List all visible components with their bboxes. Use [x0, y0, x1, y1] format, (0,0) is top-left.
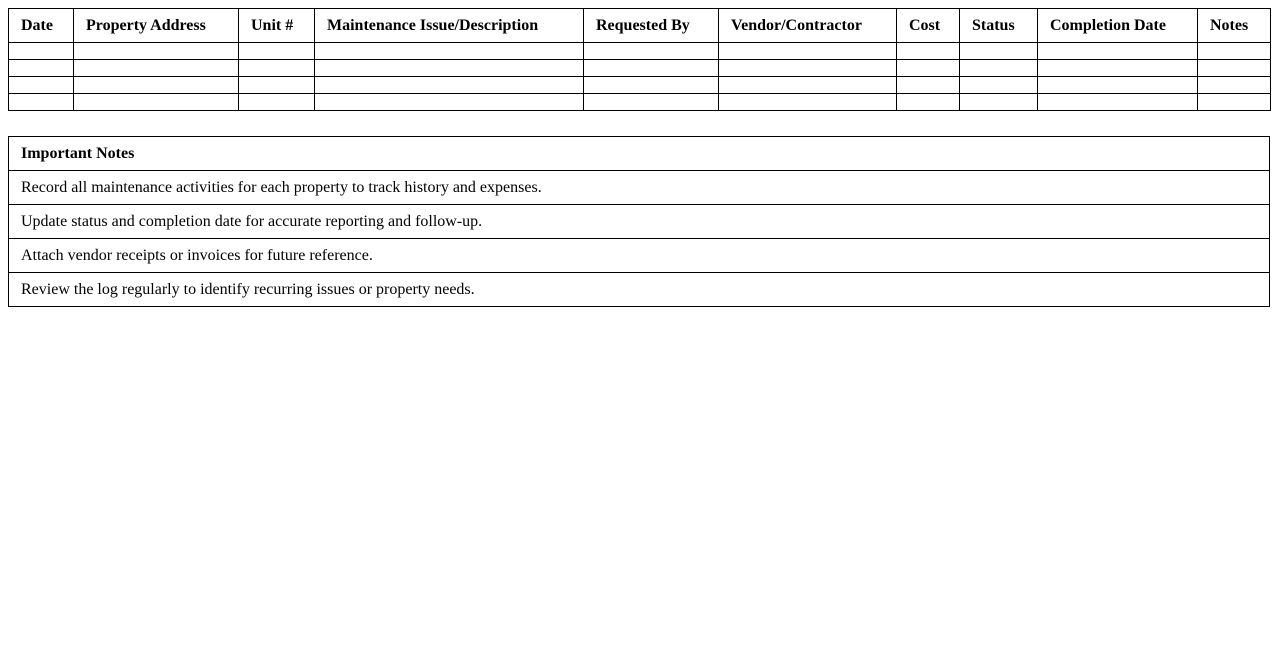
table-cell[interactable]: [584, 94, 719, 111]
table-cell[interactable]: [74, 77, 239, 94]
note-item: Attach vendor receipts or invoices for future reference.: [9, 239, 1270, 273]
table-cell[interactable]: [239, 77, 315, 94]
table-cell[interactable]: [74, 43, 239, 60]
table-cell[interactable]: [239, 60, 315, 77]
notes-row: [9, 239, 1270, 273]
note-item: Review the log regularly to identify recurring issues or property needs.: [9, 273, 1270, 307]
notes-row: [9, 273, 1270, 307]
table-cell[interactable]: [719, 94, 897, 111]
column-header-vendor: Vendor/Contractor: [719, 9, 897, 43]
table-cell[interactable]: [315, 77, 584, 94]
table-cell[interactable]: [74, 60, 239, 77]
table-cell[interactable]: [1038, 94, 1198, 111]
column-header-requested-by: Requested By: [584, 9, 719, 43]
table-cell[interactable]: [315, 43, 584, 60]
table-cell[interactable]: [960, 43, 1038, 60]
table-cell[interactable]: [9, 43, 74, 60]
table-cell[interactable]: [584, 60, 719, 77]
table-row: [9, 77, 1271, 94]
table-cell[interactable]: [1198, 77, 1271, 94]
table-cell[interactable]: [960, 77, 1038, 94]
maintenance-log-table: [8, 8, 1271, 111]
table-cell[interactable]: [960, 94, 1038, 111]
table-cell[interactable]: [719, 60, 897, 77]
table-cell[interactable]: [1038, 43, 1198, 60]
table-cell[interactable]: [584, 43, 719, 60]
table-cell[interactable]: [960, 60, 1038, 77]
table-cell[interactable]: [897, 43, 960, 60]
table-cell[interactable]: [719, 43, 897, 60]
note-item: Update status and completion date for accurate reporting and follow-up.: [9, 205, 1270, 239]
table-cell[interactable]: [9, 60, 74, 77]
table-cell[interactable]: [897, 94, 960, 111]
table-cell[interactable]: [1198, 94, 1271, 111]
table-cell[interactable]: [1198, 43, 1271, 60]
important-notes-table: [8, 136, 1270, 307]
table-cell[interactable]: [9, 94, 74, 111]
table-cell[interactable]: [897, 60, 960, 77]
column-header-status: Status: [960, 9, 1038, 43]
table-cell[interactable]: [315, 60, 584, 77]
column-header-completion-date: Completion Date: [1038, 9, 1198, 43]
column-header-cost: Cost: [897, 9, 960, 43]
table-cell[interactable]: [1198, 60, 1271, 77]
table-row: [9, 43, 1271, 60]
table-cell[interactable]: [9, 77, 74, 94]
notes-row: [9, 205, 1270, 239]
table-cell[interactable]: [239, 94, 315, 111]
column-header-property-address: Property Address: [74, 9, 239, 43]
notes-title: Important Notes: [9, 137, 1270, 171]
table-cell[interactable]: [1038, 77, 1198, 94]
notes-header-row: [9, 137, 1270, 171]
table-header-row: [9, 9, 1271, 43]
note-item: Record all maintenance activities for each property to track history and expenses.: [9, 171, 1270, 205]
table-cell[interactable]: [897, 77, 960, 94]
column-header-maintenance-issue: Maintenance Issue/Description: [315, 9, 584, 43]
column-header-date: Date: [9, 9, 74, 43]
table-row: [9, 94, 1271, 111]
table-cell[interactable]: [315, 94, 584, 111]
notes-row: [9, 171, 1270, 205]
table-cell[interactable]: [584, 77, 719, 94]
table-cell[interactable]: [1038, 60, 1198, 77]
table-cell[interactable]: [719, 77, 897, 94]
table-cell[interactable]: [239, 43, 315, 60]
table-cell[interactable]: [74, 94, 239, 111]
table-row: [9, 60, 1271, 77]
column-header-unit: Unit #: [239, 9, 315, 43]
column-header-notes: Notes: [1198, 9, 1271, 43]
